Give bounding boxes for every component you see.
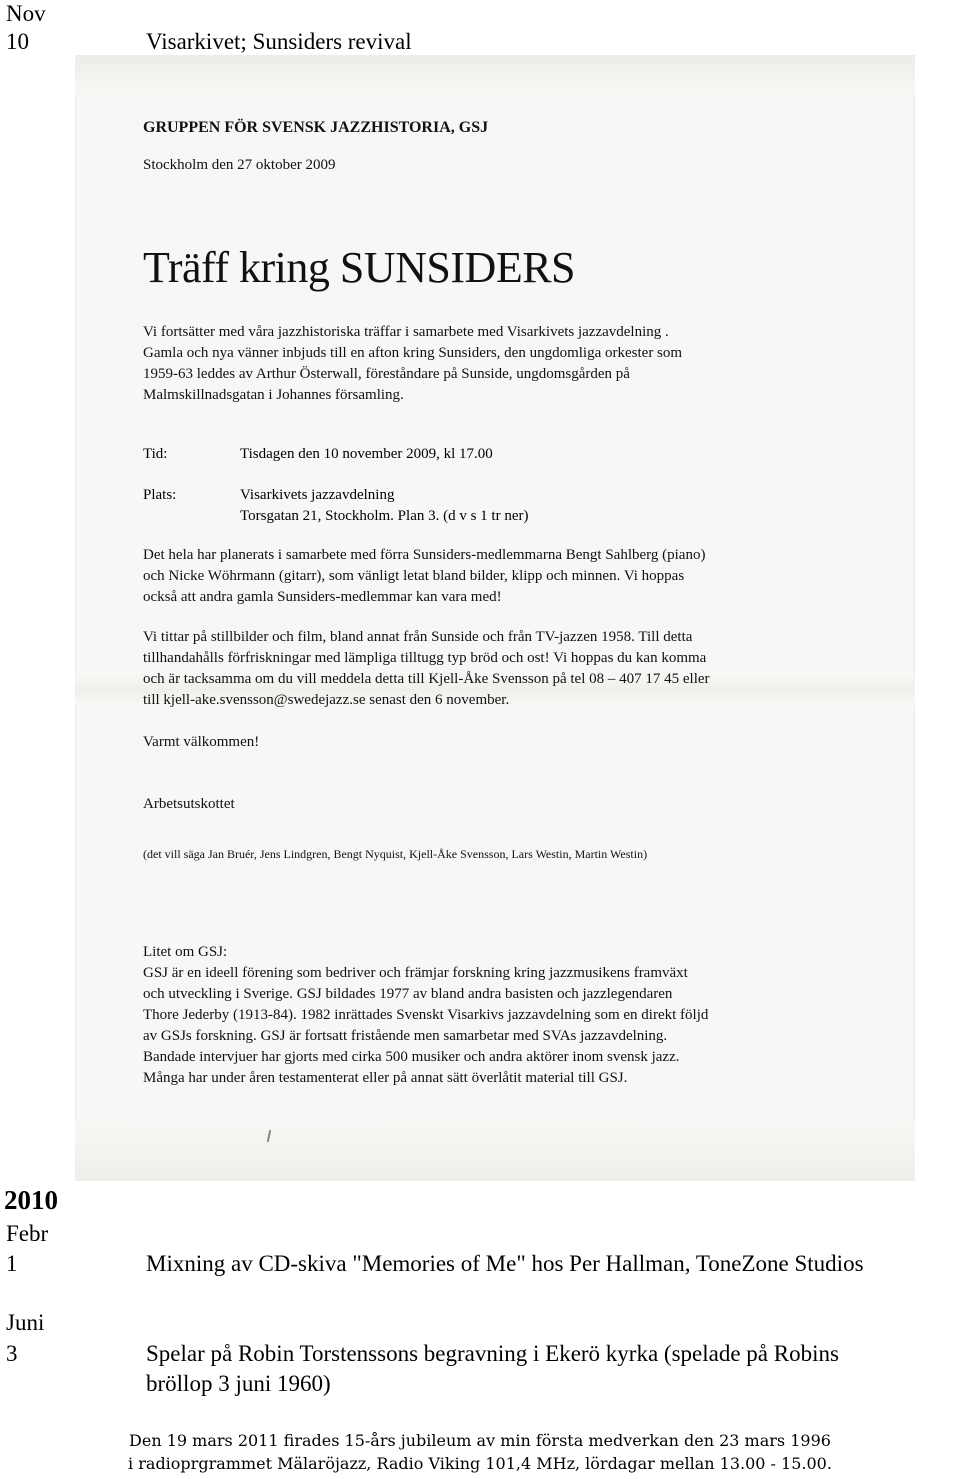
entry-day: 10	[6, 29, 29, 54]
plats-value-2: Torsgatan 21, Stockholm. Plan 3. (d v s 1 tr ner)	[240, 508, 529, 524]
letter-dateline: Stockholm den 27 oktober 2009	[143, 157, 336, 173]
letter-names: (det vill säga Jan Bruér, Jens Lindgren, Bengt Nyquist, Kjell-Åke Svensson, Lars Westin, Martin Westin)	[143, 847, 648, 861]
plats-label: Plats:	[143, 487, 177, 503]
letter-para3-2: tillhandahålls förfriskningar med lämpliga tilltugg typ bröd och ost! Vi hoppas du kan komma	[143, 650, 707, 666]
entry2-line1: Spelar på Robin Torstenssons begravning i Ekerö kyrka (spelade på Robins	[146, 1341, 839, 1366]
entry1-text: Mixning av CD-skiva "Memories of Me" hos Per Hallman, ToneZone Studios	[146, 1251, 864, 1276]
entry2-line2: bröllop 3 juni 1960)	[146, 1371, 331, 1396]
gsj-text-1: GSJ är en ideell förening som bedriver och främjar forskning kring jazzmusikens framväxt	[143, 965, 688, 981]
tid-value: Tisdagen den 10 november 2009, kl 17.00	[240, 446, 493, 462]
entry-title: Visarkivet; Sunsiders revival	[146, 29, 412, 54]
letter-intro-2: Gamla och nya vänner inbjuds till en afton kring Sunsiders, den ungdomliga orkester som	[143, 345, 683, 361]
gsj-text-2: och utveckling i Sverige. GSJ bildades 1977 av bland andra basisten och jazzlegendaren	[143, 986, 673, 1002]
gsj-text-6: Många har under åren testamenterat eller på annat sätt överlåtit material till GSJ.	[143, 1070, 628, 1086]
footer-line-2: i radioprgrammet Mälaröjazz, Radio Viking 101,4 MHz, lördagar mellan 13.00 - 15.00.	[128, 1454, 832, 1473]
letter-intro-3: 1959-63 leddes av Arthur Österwall, föreståndare på Sunside, ungdomsgården på	[143, 366, 630, 382]
letter-para3-3: och är tacksamma om du vill meddela detta till Kjell-Åke Svensson på tel 08 – 407 17 45 eller	[143, 671, 710, 687]
scanned-letter	[75, 55, 915, 1181]
letter-intro-1: Vi fortsätter med våra jazzhistoriska träffar i samarbete med Visarkivets jazzavdelning .	[143, 324, 669, 340]
gsj-title: Litet om GSJ:	[143, 944, 228, 960]
letter-signature: Arbetsutskottet	[143, 796, 235, 812]
letter-para3-4: till kjell-ake.svensson@swedejazz.se senast den 6 november.	[143, 692, 510, 708]
entry1-day: 1	[6, 1251, 18, 1276]
gsj-text-3: Thore Jederby (1913-84). 1982 inrättades Svenskt Visarkivs jazzavdelning som en direkt följd	[143, 1007, 709, 1023]
letter-para2-1: Det hela har planerats i samarbete med förra Sunsiders-medlemmarna Bengt Sahlberg (piano)	[143, 547, 706, 563]
year-heading: 2010	[4, 1185, 58, 1215]
letter-para3-1: Vi tittar på stillbilder och film, bland annat från Sunside och från TV-jazzen 1958. Till detta	[143, 629, 693, 645]
letter-para2-3: också att andra gamla Sunsiders-medlemmar kan vara med!	[143, 589, 502, 605]
entry2-month: Juni	[6, 1310, 45, 1335]
plats-value-1: Visarkivets jazzavdelning	[240, 487, 395, 503]
letter-org: GRUPPEN FÖR SVENSK JAZZHISTORIA, GSJ	[143, 119, 489, 136]
letter-intro-4: Malmskillnadsgatan i Johannes församling.	[143, 387, 404, 403]
footer-line-1: Den 19 mars 2011 firades 15-års jubileum av min första medverkan den 23 mars 1996	[129, 1431, 831, 1450]
entry2-day: 3	[6, 1341, 18, 1366]
gsj-text-4: av GSJs forskning. GSJ är fortsatt fristående men samarbetar med SVAs jazzavdelning.	[143, 1028, 668, 1044]
gsj-text-5: Bandade intervjuer har gjorts med cirka 500 musiker och andra aktörer inom svensk jazz.	[143, 1049, 680, 1065]
entry-month: Nov	[6, 1, 46, 26]
letter-heading: Träff kring SUNSIDERS	[143, 243, 576, 292]
tid-label: Tid:	[143, 446, 168, 462]
letter-para2-2: och Nicke Wöhrmann (gitarr), som vänligt letat bland bilder, klipp och minnen. Vi hoppas	[143, 568, 685, 584]
letter-welcome: Varmt välkommen!	[143, 734, 260, 750]
entry1-month: Febr	[6, 1221, 49, 1246]
